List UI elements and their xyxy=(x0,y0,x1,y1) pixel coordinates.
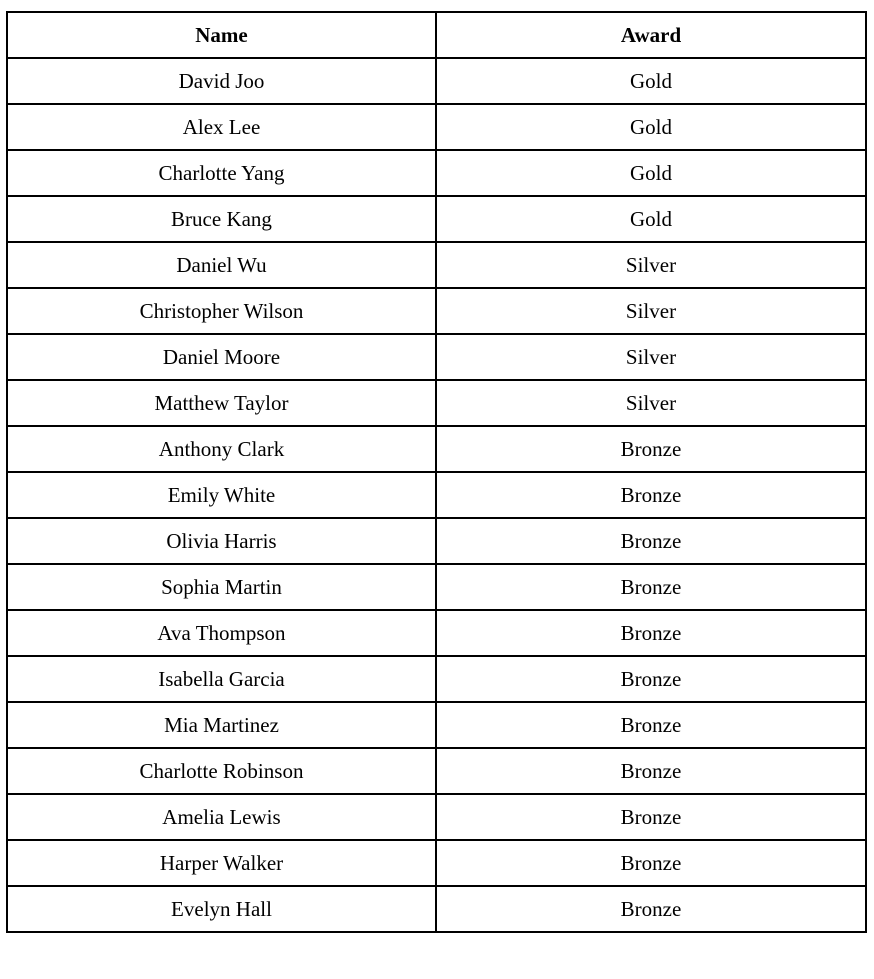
table-row xyxy=(7,518,866,564)
award-cell: Silver xyxy=(436,380,866,426)
table-row xyxy=(7,840,866,886)
table-row xyxy=(7,426,866,472)
award-column-header: Award xyxy=(436,12,866,58)
table-row xyxy=(7,288,866,334)
table-row xyxy=(7,242,866,288)
name-cell: Anthony Clark xyxy=(7,426,436,472)
name-cell: Charlotte Robinson xyxy=(7,748,436,794)
award-cell: Bronze xyxy=(436,518,866,564)
award-cell: Bronze xyxy=(436,472,866,518)
name-cell: Christopher Wilson xyxy=(7,288,436,334)
award-cell: Gold xyxy=(436,150,866,196)
table-row xyxy=(7,702,866,748)
name-cell: David Joo xyxy=(7,58,436,104)
award-cell: Silver xyxy=(436,288,866,334)
name-cell: Evelyn Hall xyxy=(7,886,436,932)
award-cell: Bronze xyxy=(436,564,866,610)
name-cell: Sophia Martin xyxy=(7,564,436,610)
name-cell: Alex Lee xyxy=(7,104,436,150)
award-cell: Bronze xyxy=(436,656,866,702)
award-cell: Bronze xyxy=(436,794,866,840)
name-cell: Isabella Garcia xyxy=(7,656,436,702)
name-column-header: Name xyxy=(7,12,436,58)
table-row xyxy=(7,334,866,380)
name-cell: Amelia Lewis xyxy=(7,794,436,840)
header-row xyxy=(7,12,866,58)
table-row xyxy=(7,748,866,794)
table-row xyxy=(7,196,866,242)
table-row xyxy=(7,150,866,196)
name-cell: Matthew Taylor xyxy=(7,380,436,426)
table-row xyxy=(7,886,866,932)
table-row xyxy=(7,794,866,840)
award-cell: Bronze xyxy=(436,610,866,656)
award-cell: Bronze xyxy=(436,886,866,932)
name-cell: Charlotte Yang xyxy=(7,150,436,196)
name-cell: Daniel Wu xyxy=(7,242,436,288)
name-cell: Daniel Moore xyxy=(7,334,436,380)
name-cell: Emily White xyxy=(7,472,436,518)
award-cell: Bronze xyxy=(436,426,866,472)
name-cell: Ava Thompson xyxy=(7,610,436,656)
name-cell: Mia Martinez xyxy=(7,702,436,748)
award-cell: Gold xyxy=(436,58,866,104)
award-cell: Gold xyxy=(436,196,866,242)
name-cell: Bruce Kang xyxy=(7,196,436,242)
award-cell: Gold xyxy=(436,104,866,150)
table-row xyxy=(7,656,866,702)
table-header xyxy=(7,12,866,58)
table-body xyxy=(7,58,866,932)
award-cell: Bronze xyxy=(436,840,866,886)
award-cell: Bronze xyxy=(436,702,866,748)
awards-table xyxy=(6,11,867,933)
table-row xyxy=(7,564,866,610)
table-row xyxy=(7,104,866,150)
table-row xyxy=(7,472,866,518)
table-row xyxy=(7,380,866,426)
name-cell: Harper Walker xyxy=(7,840,436,886)
award-cell: Silver xyxy=(436,334,866,380)
name-cell: Olivia Harris xyxy=(7,518,436,564)
award-cell: Silver xyxy=(436,242,866,288)
award-cell: Bronze xyxy=(436,748,866,794)
table-row xyxy=(7,610,866,656)
table-row xyxy=(7,58,866,104)
